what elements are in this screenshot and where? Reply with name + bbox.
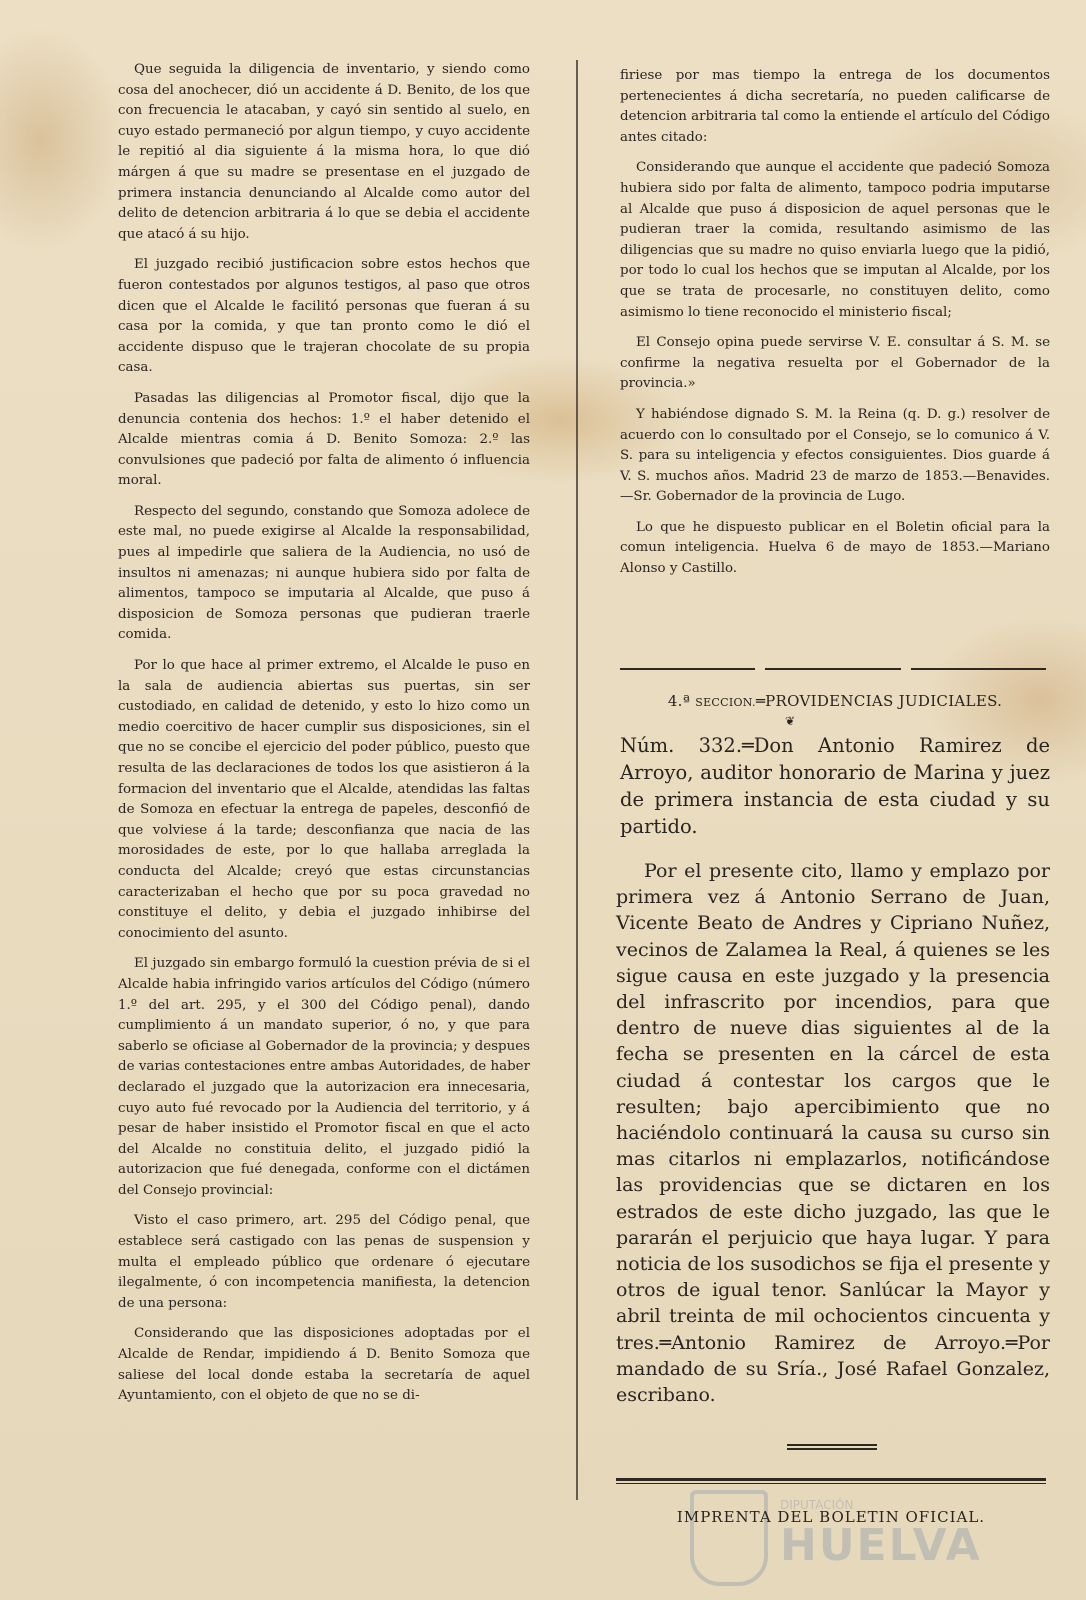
shield-icon [690,1490,768,1586]
section-number: 4.ª [667,692,691,710]
ornament-icon: ❦ [784,714,796,728]
left-column [118,60,530,1417]
watermark-text: HUELVA [780,1520,982,1571]
printer-imprint: IMPRENTA DEL BOLETIN OFICIAL. [676,1508,986,1526]
right-paragraph: firiese por mas tiempo la entrega de los documentos pertenecientes á dicha secretaría, no pueden calificarse de detencion arbitraria tal como la entiende el artículo del Código antes citado: [620,68,1050,145]
right-paragraph: Lo que he dispuesto publicar en el Boletin oficial para la comun inteligencia. Huelva 6 de mayo de 1853.—Mariano Alonso y Castillo. [620,519,1050,577]
separator-segment [911,668,1046,670]
left-paragraph: Visto el caso primero, art. 295 del Código penal, que establece será castigado con las penas de suspension y multa el empleado público que ordenare ó ejecutare ilegalmente, ó con incompetencia manifiesta, la detencion de una persona: [118,1213,530,1311]
left-paragraph: Pasadas las diligencias al Promotor fiscal, dijo que la denuncia contenia dos hechos: 1.º el haber detenido el Alcalde mientras comia á D. Benito Somoza: 2.º las convulsiones que padeció por falta de alimento ó influencia moral. [118,390,530,489]
left-paragraph: El juzgado sin embargo formuló la cuestion prévia de si el Alcalde habia infringido varios artículos del Código (número 1.º del art. 295, y el 300 del Código penal), dando cumplimiento á un mandato superior, ó no, y que para saberlo se oficiase al Gobernador de la provincia; y despues de varias contestaciones entre ambas Autoridades, de haber declarado el juzgado que la autorizacion era innecesaria, cuyo auto fué revocado por la Audiencia del territorio, y á pesar de haber insistido el Promotor fiscal en que el acto del Alcalde no constituia delito, el juzgado pidió la autorizacion que fué denegada, conforme con el dictámen del Consejo provincial: [118,956,530,1198]
section-title: ═PROVIDENCIAS JUDICIALES. [755,692,1003,710]
edict-text: Por el presente cito, llamo y emplazo por primera vez á Antonio Serrano de Juan, Vicente Beato de Andres y Cipriano Nuñez, vecinos de Zalamea la Real, á quienes se les sigue causa en este juzgado y la presencia del infrascrito por incendios, para que dentro de nueve dias siguientes al de la fecha se presenten en la cárcel de esta ciudad á contestar los cargos que le resulten; bajo apercibimiento que no haciéndolo continuará la causa su curso sin mas citarlos ni emplazarlos, notificándose las providencias que se dictaren en los estrados de este dicho juzgado, las que le pararán el perjuicio que haya lugar. Y para noticia de los susodichos se fija el presente y otros de igual tenor. Sanlúcar la Mayor y abril treinta de mil ochocientos cincuenta y tres.═Antonio Ramirez de Arroyo.═Por mandado de su Sría., José Rafael Gonzalez, escribano. [616,860,1050,1407]
ornament-line [787,1444,877,1446]
separator-segment [620,668,755,670]
edict-body [616,858,1050,1408]
left-paragraph: Que seguida la diligencia de inventario, y siendo como cosa del anochecer, dió un accidente á D. Benito, de los que con frecuencia le atacaban, y cayó sin sentido al suelo, en cuyo estado permaneció por algun tiempo, y cuyo accidente le repitió al dia siguiente á la misma hora, lo que dió márgen á que su madre se presentase en el juzgado de primera instancia denunciando al Alcalde como autor del delito de detencion arbitraria á lo que se debia el accidente que atacó á su hijo. [118,62,530,242]
footer-rule [616,1478,1046,1481]
ornament-line [787,1448,877,1450]
right-paragraph: El Consejo opina puede servirse V. E. consultar á S. M. se confirme la negativa resuelta por el Gobernador de la provincia.» [620,335,1050,392]
edict-heading [620,732,1050,840]
section-word: SECCION. [695,696,756,709]
separator-segment [765,668,900,670]
closing-ornament [787,1444,877,1450]
column-divider [576,60,578,1500]
right-paragraph: Considerando que aunque el accidente que padeció Somoza hubiera sido por falta de alimento, tampoco podria imputarse al Alcalde que puso á disposicion de aquel personas que le pudieran traer la comida, resultando asimismo de las diligencias que su madre no quiso enviarla luego que la pidió, por todo lo cual los hechos que se imputan al Alcalde, por los que se trata de procesarle, no constituyen delito, como asimismo lo tiene reconocido el ministerio fiscal; [620,160,1050,320]
watermark [690,1490,1020,1580]
edict-heading-text: Núm. 332.═Don Antonio Ramirez de Arroyo, auditor honorario de Marina y juez de primera instancia de esta ciudad y su partido. [620,734,1050,838]
left-paragraph: El juzgado recibió justificacion sobre estos hechos que fueron contestados por algunos testigos, al paso que otros dicen que el Alcalde le facilitó personas que fueran á su casa por la comida, y que tan pronto como le dió el accidente dispuso que le trajeran chocolate de su propia casa. [118,257,530,376]
section-heading [620,692,1050,710]
left-paragraph: Considerando que las disposiciones adoptadas por el Alcalde de Rendar, impidiendo á D. Benito Somoza que saliese del local donde estaba la secretaría de aquel Ayuntamiento, con el objeto de que no se di- [118,1326,530,1404]
right-column [620,66,1050,590]
right-paragraph: Y habiéndose dignado S. M. la Reina (q. D. g.) resolver de acuerdo con lo consultado por el Consejo, se lo comunico á V. S. para su inteligencia y efectos consiguientes. Dios guarde á V. S. muchos años. Madrid 23 de marzo de 1853.—Benavides.—Sr. Gobernador de la provincia de Lugo. [620,406,1050,505]
left-paragraph: Por lo que hace al primer extremo, el Alcalde le puso en la sala de audiencia abiertas sus puertas, sin ser custodiado, en calidad de detenido, y esto lo hizo como un medio coercitivo de hacer cumplir sus disposiciones, sin el que no se concibe el ejercicio del poder público, puesto que resulta de las declaraciones de todos los que asistieron á la formacion del inventario que el Alcalde, atendidas las faltas de Somoza en efectuar la entrega de papeles, desconfió de que volviese á la tarde; desconfianza que nacia de las morosidades de este, por lo que hallaba arreglada la conducta del Alcalde; creyó que estas circunstancias caracterizaban el hecho que por su poca gravedad no constituye el delito, y debia el juzgado inhibirse del conocimiento del asunto. [118,658,530,941]
watermark-subtext: DIPUTACIÓN [780,1498,854,1512]
left-paragraph: Respecto del segundo, constando que Somoza adolece de este mal, no puede exigirse al Alcalde la responsabilidad, pues al impedirle que saliera de la Audiencia, no usó de insultos ni amenazas; ni aunque hubiera sido por falta de alimentos, tampoco se imputaria al Alcalde, que puso á disposicion de Somoza personas que pudieran traerle comida. [118,503,530,643]
section-separator [620,668,1046,671]
footer-rule-thin [616,1483,1046,1484]
